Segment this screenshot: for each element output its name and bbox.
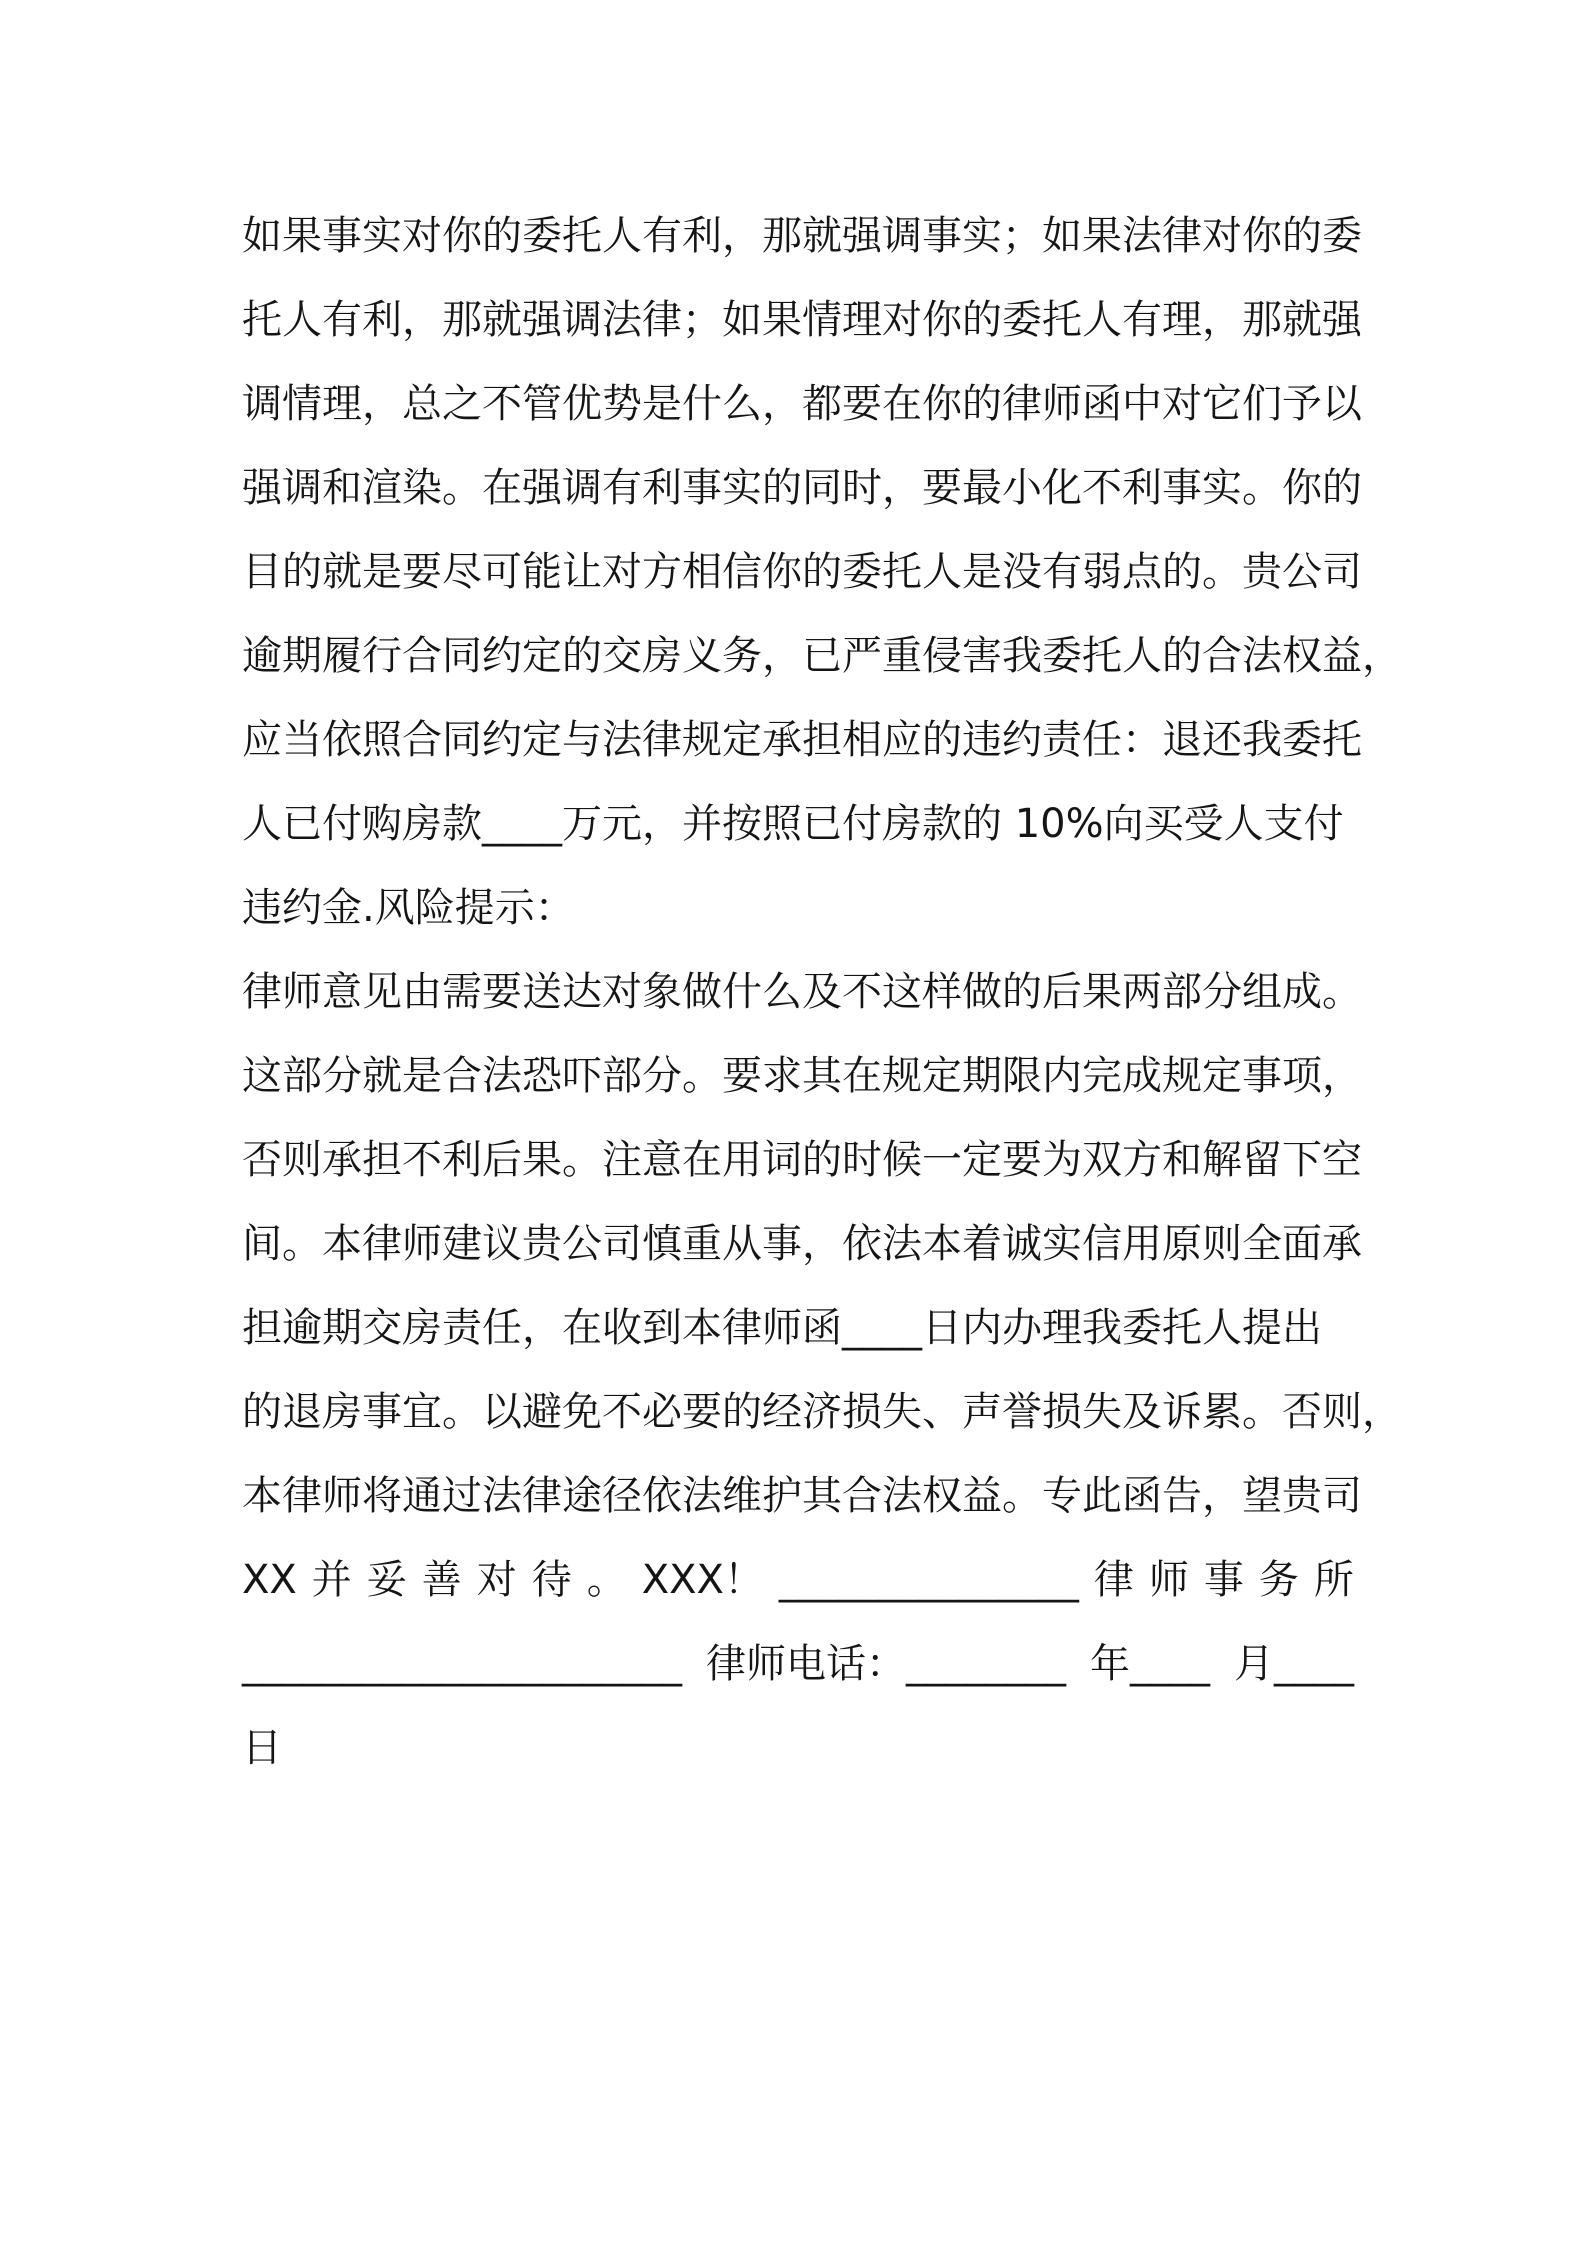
- closing-token: 律: [1093, 1557, 1134, 1603]
- closing-token: 对: [476, 1557, 517, 1603]
- body-line: 强调和渲染。在强调有利事实的同时，要最小化不利事实。你的: [242, 465, 1362, 511]
- body-line: 间。本律师建议贵公司慎重从事，依法本着诚实信用原则全面承: [242, 1221, 1362, 1267]
- body-line: 逾期履行合同约定的交房义务，已严重侵害我委托人的合法权益，: [242, 633, 1402, 679]
- closing-token: 务: [1258, 1557, 1299, 1603]
- body-line: 担逾期交房责任，在收到本律师函____日内办理我委托人提出: [242, 1305, 1322, 1351]
- signature-blank: _______________: [778, 1557, 1079, 1603]
- body-line: 的退房事宜。以避免不必要的经济损失、声誉损失及诉累。否则，: [242, 1389, 1402, 1435]
- closing-token: XX: [242, 1557, 297, 1603]
- signature-blank: ______________________: [242, 1641, 682, 1687]
- body-line: 应当依照合同约定与法律规定承担相应的违约责任：退还我委托: [242, 717, 1362, 763]
- closing-token: 所: [1313, 1557, 1354, 1603]
- closing-token: 事: [1203, 1557, 1244, 1603]
- closing-token: 善: [421, 1557, 462, 1603]
- phone-field: 律师电话：________: [706, 1641, 1066, 1687]
- body-line: 这部分就是合法恐吓部分。要求其在规定期限内完成规定事项，: [242, 1053, 1362, 1099]
- body-line: 律师意见由需要送达对象做什么及不这样做的后果两部分组成。: [242, 969, 1362, 1015]
- closing-token: 妥: [366, 1557, 407, 1603]
- body-line: 违约金.风险提示：: [242, 885, 575, 931]
- body-line: 本律师将通过法律途径依法维护其合法权益。专此函告，望贵司: [242, 1473, 1362, 1519]
- month-field: 月____: [1234, 1641, 1354, 1687]
- closing-token: 待: [531, 1557, 572, 1603]
- closing-token: 师: [1148, 1557, 1189, 1603]
- body-line: 调情理，总之不管优势是什么，都要在你的律师函中对它们予以: [242, 381, 1362, 427]
- closing-token: XXX！: [641, 1557, 764, 1603]
- closing-line: [242, 1538, 1354, 1622]
- body-line: 人已付购房款____万元，并按照已付房款的 10%向买受人支付: [242, 801, 1344, 847]
- signature-line: [242, 1622, 1354, 1706]
- body-line: 目的就是要尽可能让对方相信你的委托人是没有弱点的。贵公司: [242, 549, 1362, 595]
- day-field: 日: [242, 1725, 282, 1771]
- letter-body: [242, 194, 1402, 1790]
- body-line: 如果事实对你的委托人有利，那就强调事实；如果法律对你的委: [242, 213, 1362, 259]
- year-field: 年____: [1090, 1641, 1210, 1687]
- body-line: 托人有利，那就强调法律；如果情理对你的委托人有理，那就强: [242, 297, 1362, 343]
- closing-token: 。: [586, 1557, 627, 1603]
- closing-token: 并: [311, 1557, 352, 1603]
- body-line: 否则承担不利后果。注意在用词的时候一定要为双方和解留下空: [242, 1137, 1362, 1183]
